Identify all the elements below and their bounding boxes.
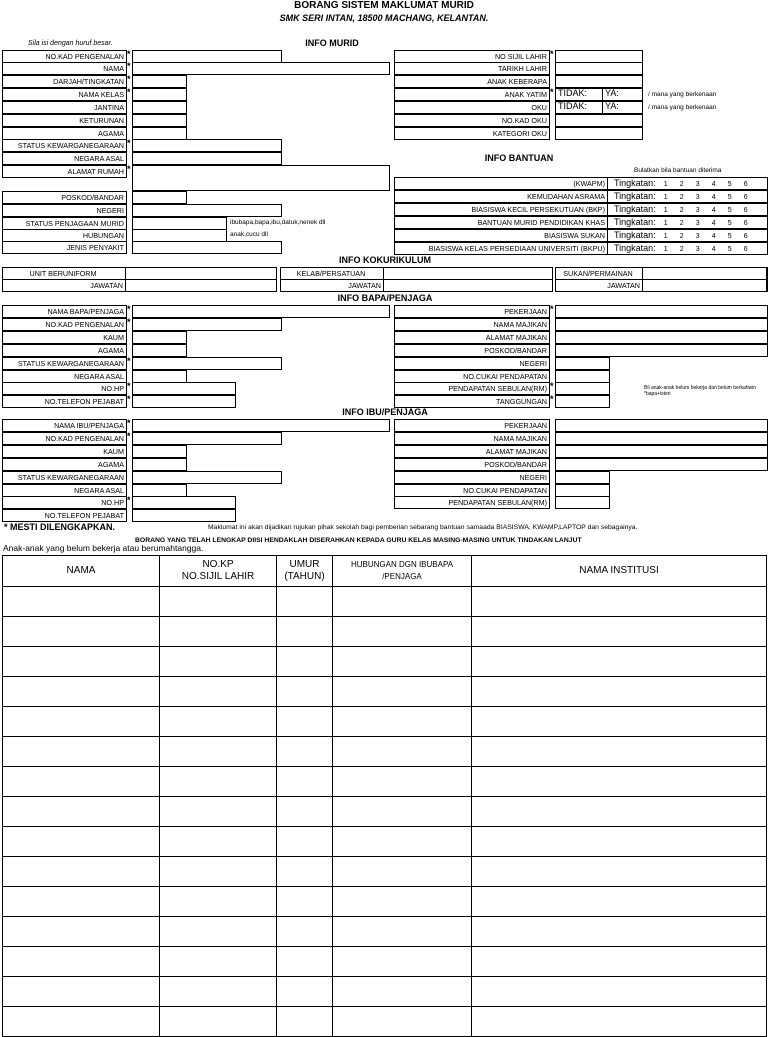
table-cell[interactable] (160, 857, 277, 887)
bapa-1-required-mark: * (127, 317, 131, 327)
table-row (3, 797, 767, 827)
ibu-r-6-label: PENDAPATAN SEBULAN(RM) (394, 496, 550, 509)
tingkatan-choices (614, 204, 754, 214)
section-info-bantuan: INFO BANTUAN (484, 153, 554, 163)
bapa-r-6-required-mark: * (550, 381, 554, 391)
bapa-r-0-required-mark: * (550, 304, 554, 314)
table-cell[interactable] (277, 677, 333, 707)
table-row (3, 887, 767, 917)
ibu-7-field[interactable] (132, 509, 236, 522)
table-cell[interactable] (333, 707, 472, 737)
yatim-choice (555, 88, 643, 101)
bapa-1-label: NO.KAD PENGENALAN (2, 318, 127, 331)
table-cell[interactable] (3, 857, 160, 887)
tingkatan-level-3[interactable]: 3 (695, 207, 700, 214)
tingkatan-label: Tingkatan: (614, 230, 656, 240)
murid-11-label: NEGERI (2, 204, 127, 217)
tingkatan-level-3[interactable]: 3 (695, 233, 700, 240)
table-row (3, 767, 767, 797)
tingkatan-level-4[interactable]: 4 (711, 194, 716, 201)
table-cell[interactable] (160, 947, 277, 977)
ibu-6-label: NO.HP (2, 496, 127, 509)
table-cell[interactable] (160, 977, 277, 1007)
tingkatan-level-4[interactable]: 4 (711, 181, 716, 188)
bapa-3-label: AGAMA (2, 344, 127, 357)
table-cell[interactable] (160, 587, 277, 617)
table-cell[interactable] (333, 737, 472, 767)
tingkatan-level-3[interactable]: 3 (695, 220, 700, 227)
murid-r-0-required-mark: * (550, 49, 554, 59)
murid-13-label: HUBUNGAN (2, 229, 127, 242)
murid-r-0-label: NO SIJIL LAHIR (394, 50, 550, 63)
murid-0-required-mark: * (127, 49, 131, 59)
oku-choice (555, 101, 643, 114)
table-cell[interactable] (3, 947, 160, 977)
table-cell[interactable] (3, 887, 160, 917)
table-row (3, 1007, 767, 1037)
section-info-murid: INFO MURID (305, 38, 359, 48)
ibu-4-field[interactable] (132, 471, 282, 484)
table-cell[interactable] (277, 587, 333, 617)
col-umur: UMUR (TAHUN) (277, 556, 333, 587)
table-cell[interactable] (333, 587, 472, 617)
table-cell[interactable] (472, 647, 767, 677)
murid-5-field[interactable] (132, 114, 187, 127)
table-cell[interactable] (160, 767, 277, 797)
tingkatan-level-1[interactable]: 1 (663, 233, 668, 240)
table-cell[interactable] (472, 737, 767, 767)
table-row (3, 947, 767, 977)
tingkatan-level-4[interactable]: 4 (711, 207, 716, 214)
table-cell[interactable] (3, 767, 160, 797)
bapa-r-0-label: PEKERJAAN (394, 305, 550, 318)
table-cell[interactable] (472, 587, 767, 617)
table-cell[interactable] (472, 857, 767, 887)
anak-note: Anak-anak yang belum bekerja atau berumahtangga. (3, 543, 204, 553)
ibu-r-2-label: ALAMAT MAJIKAN (394, 445, 550, 458)
table-cell[interactable] (277, 617, 333, 647)
tingkatan-level-5[interactable]: 5 (727, 220, 732, 227)
murid-8-field[interactable] (132, 152, 282, 165)
murid-4-label: JANTINA (2, 101, 127, 114)
table-row (3, 617, 767, 647)
bapa-r-4-field[interactable] (555, 357, 610, 370)
tingkatan-choices (614, 217, 754, 227)
hubungan-hint: anak,cucu dll (230, 231, 268, 238)
murid-r-5-field[interactable] (555, 114, 643, 127)
tingkatan-label: Tingkatan: (614, 204, 656, 214)
ibu-1-required-mark: * (127, 431, 131, 441)
tingkatan-level-5[interactable]: 5 (727, 233, 732, 240)
tanggungan-note: Bil anak-anak belum bekerja dan belum berkahwin *bapa+isteri (644, 385, 757, 397)
table-cell[interactable] (3, 797, 160, 827)
table-row (3, 587, 767, 617)
bapa-6-field[interactable] (132, 382, 236, 395)
bapa-r-2-field[interactable] (555, 331, 768, 344)
table-cell[interactable] (3, 737, 160, 767)
tingkatan-label: Tingkatan: (614, 178, 656, 188)
murid-2-field[interactable] (132, 75, 187, 88)
bapa-6-required-mark: * (127, 381, 131, 391)
tingkatan-level-6[interactable]: 6 (743, 233, 748, 240)
table-cell[interactable] (277, 827, 333, 857)
murid-3-label: NAMA KELAS (2, 88, 127, 101)
table-cell[interactable] (472, 677, 767, 707)
col-institusi: NAMA INSTITUSI (472, 556, 767, 587)
table-row (3, 677, 767, 707)
ibu-r-4-field[interactable] (555, 471, 610, 484)
table-cell[interactable] (160, 797, 277, 827)
table-cell[interactable] (3, 617, 160, 647)
berkenaan-note: / mana yang berkenaan (648, 91, 717, 98)
table-cell[interactable] (3, 587, 160, 617)
table-cell[interactable] (333, 947, 472, 977)
table-cell[interactable] (333, 1007, 472, 1037)
tingkatan-level-5[interactable]: 5 (727, 181, 732, 188)
bapa-r-2-label: ALAMAT MAJIKAN (394, 331, 550, 344)
koku-label-0-0: UNIT BERUNIFORM (2, 267, 126, 280)
murid-r-3-required-mark: * (550, 87, 554, 97)
bantuan-item-3: BANTUAN MURID PENDIDIKAN KHAS (394, 216, 608, 229)
bapa-0-field[interactable] (132, 305, 390, 318)
murid-1-field[interactable] (132, 62, 390, 75)
table-row (3, 977, 767, 1007)
murid-r-6-field[interactable] (555, 127, 643, 140)
table-cell[interactable] (277, 797, 333, 827)
tingkatan-level-5[interactable]: 5 (727, 194, 732, 201)
bapa-2-label: KAUM (2, 331, 127, 344)
tingkatan-level-1[interactable]: 1 (663, 181, 668, 188)
ibu-r-2-field[interactable] (555, 445, 768, 458)
form-title: BORANG SISTEM MAKLUMAT MURID (294, 0, 474, 11)
koku-label-1-1: JAWATAN (280, 279, 384, 292)
bapa-4-required-mark: * (127, 356, 131, 366)
tingkatan-level-4[interactable]: 4 (711, 233, 716, 240)
choice-divider (602, 101, 603, 114)
koku-field-end[interactable] (642, 279, 768, 292)
table-cell[interactable] (472, 797, 767, 827)
table-row (3, 647, 767, 677)
bapa-r-1-field[interactable] (555, 318, 768, 331)
berkenaan-note: / mana yang berkenaan (648, 104, 717, 111)
table-cell[interactable] (333, 857, 472, 887)
ya-option[interactable]: YA: (605, 101, 619, 111)
table-cell[interactable] (160, 617, 277, 647)
murid-2-required-mark: * (127, 74, 131, 84)
table-cell[interactable] (472, 977, 767, 1007)
koku-label-0-2: SUKAN/PERMAINAN (555, 267, 643, 280)
murid-10-field[interactable] (132, 191, 187, 204)
tidak-option[interactable]: TIDAK: (558, 101, 588, 111)
bantuan-item-5: BIASISWA KELAS PERSEDIAAN UNIVERSITI (BKPU) (394, 242, 608, 255)
murid-r-4-label: OKU (394, 101, 550, 114)
tingkatan-level-3[interactable]: 3 (695, 181, 700, 188)
murid-9-label: ALAMAT RUMAH (2, 165, 127, 178)
bapa-r-0-field[interactable] (555, 305, 768, 318)
koku-field-1-0[interactable] (125, 279, 277, 292)
koku-label-1-0: JAWATAN (2, 279, 126, 292)
ya-option[interactable]: YA: (605, 88, 619, 98)
ibu-r-3-field[interactable] (555, 458, 768, 471)
bapa-3-field[interactable] (132, 344, 187, 357)
ibu-3-label: AGAMA (2, 458, 127, 471)
tingkatan-level-4[interactable]: 4 (711, 246, 716, 253)
bapa-r-4-label: NEGERI (394, 357, 550, 370)
murid-3-required-mark: * (127, 87, 131, 97)
table-cell[interactable] (3, 977, 160, 1007)
bapa-r-7-label: TANGGUNGAN (394, 395, 550, 408)
tingkatan-level-5[interactable]: 5 (727, 207, 732, 214)
table-cell[interactable] (333, 827, 472, 857)
table-cell[interactable] (277, 917, 333, 947)
tingkatan-level-6[interactable]: 6 (743, 246, 748, 253)
table-cell[interactable] (472, 887, 767, 917)
table-cell[interactable] (3, 917, 160, 947)
table-cell[interactable] (472, 917, 767, 947)
table-cell[interactable] (277, 857, 333, 887)
table-cell[interactable] (3, 707, 160, 737)
tingkatan-level-2[interactable]: 2 (679, 220, 684, 227)
murid-r-1-field[interactable] (555, 62, 643, 75)
bapa-4-label: STATUS KEWARGANEGARAAN (2, 357, 127, 370)
murid-r-1-label: TARIKH LAHIR (394, 62, 550, 75)
ibu-2-field[interactable] (132, 445, 187, 458)
tingkatan-level-5[interactable]: 5 (727, 246, 732, 253)
bapa-r-7-required-mark: * (550, 394, 554, 404)
table-cell[interactable] (3, 647, 160, 677)
ibu-r-1-label: NAMA MAJIKAN (394, 432, 550, 445)
table-cell[interactable] (333, 887, 472, 917)
mesti-note: * MESTI DILENGKAPKAN. (4, 522, 116, 532)
table-cell[interactable] (160, 737, 277, 767)
table-cell[interactable] (472, 767, 767, 797)
bapa-2-field[interactable] (132, 331, 187, 344)
table-row (3, 917, 767, 947)
tingkatan-choices (614, 243, 754, 253)
table-row (3, 707, 767, 737)
table-cell[interactable] (160, 887, 277, 917)
bantuan-item-0: (KWAPM) (394, 177, 608, 190)
col-nokp: NO.KP NO.SIJIL LAHIR (160, 556, 277, 587)
table-cell[interactable] (472, 1007, 767, 1037)
table-cell[interactable] (472, 617, 767, 647)
tingkatan-label: Tingkatan: (614, 191, 656, 201)
ibu-0-required-mark: * (127, 418, 131, 428)
murid-9-required-mark: * (127, 164, 131, 174)
table-cell[interactable] (472, 947, 767, 977)
tingkatan-level-1[interactable]: 1 (663, 246, 668, 253)
table-cell[interactable] (160, 827, 277, 857)
ibu-0-field[interactable] (132, 419, 390, 432)
murid-1-required-mark: * (127, 61, 131, 71)
tingkatan-level-6[interactable]: 6 (743, 194, 748, 201)
murid-9-field[interactable] (132, 165, 390, 191)
koku-field-1-1[interactable] (383, 279, 553, 292)
tingkatan-level-2[interactable]: 2 (679, 233, 684, 240)
bapa-7-required-mark: * (127, 394, 131, 404)
murid-5-label: KETURUNAN (2, 114, 127, 127)
table-cell[interactable] (333, 797, 472, 827)
murid-14-field[interactable] (132, 241, 282, 254)
murid-7-field[interactable] (132, 139, 282, 152)
bantuan-item-1: KEMUDAHAN ASRAMA (394, 190, 608, 203)
table-cell[interactable] (160, 707, 277, 737)
ibu-5-label: NEGARA ASAL (2, 484, 127, 497)
bapa-r-7-field[interactable] (555, 395, 610, 408)
murid-2-label: DARJAH/TINGKATAN (2, 75, 127, 88)
bapa-0-required-mark: * (127, 304, 131, 314)
ibu-6-field[interactable] (132, 496, 236, 509)
murid-11-field[interactable] (132, 204, 282, 217)
ibu-r-3-label: POSKOD/BANDAR (394, 458, 550, 471)
table-cell[interactable] (160, 677, 277, 707)
ibu-r-4-label: NEGERI (394, 471, 550, 484)
section-info-bapa: INFO BAPA/PENJAGA (337, 293, 433, 303)
bapa-0-label: NAMA BAPA/PENJAGA (2, 305, 127, 318)
table-cell[interactable] (333, 647, 472, 677)
table-cell[interactable] (277, 647, 333, 677)
murid-3-field[interactable] (132, 88, 187, 101)
bapa-r-1-label: NAMA MAJIKAN (394, 318, 550, 331)
table-cell[interactable] (333, 617, 472, 647)
table-row (3, 857, 767, 887)
bapa-1-field[interactable] (132, 318, 282, 331)
tingkatan-choices (614, 230, 754, 240)
children-table (2, 555, 767, 1037)
col-nama: NAMA (3, 556, 160, 587)
koku-label-1-2: JAWATAN (555, 279, 643, 292)
table-cell[interactable] (277, 977, 333, 1007)
tingkatan-choices (614, 178, 754, 188)
ibu-r-0-field[interactable] (555, 419, 768, 432)
murid-0-label: NO.KAD PENGENALAN (2, 50, 127, 63)
table-cell[interactable] (277, 707, 333, 737)
table-cell[interactable] (472, 707, 767, 737)
koku-label-0-1: KELAB/PERSATUAN (280, 267, 384, 280)
tingkatan-level-1[interactable]: 1 (663, 194, 668, 201)
table-cell[interactable] (160, 917, 277, 947)
murid-r-5-label: NO.KAD OKU (394, 114, 550, 127)
table-cell[interactable] (277, 887, 333, 917)
tingkatan-choices (614, 191, 754, 201)
table-cell[interactable] (277, 737, 333, 767)
tingkatan-level-3[interactable]: 3 (695, 246, 700, 253)
table-row (3, 827, 767, 857)
tingkatan-label: Tingkatan: (614, 217, 656, 227)
table-cell[interactable] (3, 827, 160, 857)
bapa-7-label: NO.TELEFON PEJABAT (2, 395, 127, 408)
bantuan-item-2: BIASISWA KECIL PERSEKUTUAN (BKP) (394, 203, 608, 216)
table-cell[interactable] (333, 677, 472, 707)
table-cell[interactable] (333, 917, 472, 947)
ibu-1-field[interactable] (132, 432, 282, 445)
murid-4-field[interactable] (132, 101, 187, 114)
ibu-3-field[interactable] (132, 458, 187, 471)
ibu-4-label: STATUS KEWARGANEGARAAN (2, 471, 127, 484)
school-subtitle: SMK SERI INTAN, 18500 MACHANG, KELANTAN. (279, 13, 489, 23)
tingkatan-label: Tingkatan: (614, 243, 656, 253)
penjagaan-hint: ibubapa,bapa,ibu,datuk,nenek dll (230, 219, 326, 226)
choice-divider (602, 88, 603, 101)
bapa-7-field[interactable] (132, 395, 236, 408)
ibu-r-0-label: PEKERJAAN (394, 419, 550, 432)
tingkatan-level-2[interactable]: 2 (679, 181, 684, 188)
table-cell[interactable] (3, 1007, 160, 1037)
bapa-r-6-field[interactable] (555, 382, 610, 395)
bapa-5-label: NEGARA ASAL (2, 370, 127, 383)
table-cell[interactable] (333, 767, 472, 797)
table-cell[interactable] (277, 1007, 333, 1037)
murid-r-6-label: KATEGORI OKU (394, 127, 550, 140)
murid-8-label: NEGARA ASAL (2, 152, 127, 165)
bantuan-note: Bulatkan bila bantuan diterima (634, 167, 722, 174)
section-info-kokurikulum: INFO KOKURIKULUM (339, 255, 431, 265)
borang-note: BORANG YANG TELAH LENGKAP DIISI HENDAKLAH DISERAHKAN KEPADA GURU KELAS MASING-MASING UNTUK TINDAKAN LANJUT (135, 537, 582, 544)
tingkatan-level-3[interactable]: 3 (695, 194, 700, 201)
tingkatan-level-1[interactable]: 1 (663, 220, 668, 227)
bapa-r-5-label: NO.CUKAI PENDAPATAN (394, 370, 550, 383)
tingkatan-level-2[interactable]: 2 (679, 194, 684, 201)
ibu-r-1-field[interactable] (555, 432, 768, 445)
bapa-r-3-field[interactable] (555, 344, 768, 357)
tingkatan-level-2[interactable]: 2 (679, 207, 684, 214)
table-cell[interactable] (277, 947, 333, 977)
section-info-ibu: INFO IBU/PENJAGA (342, 407, 428, 417)
murid-r-3-label: ANAK YATIM (394, 88, 550, 101)
murid-r-2-field[interactable] (555, 75, 643, 88)
caps-hint: Sila isi dengan huruf besar. (28, 40, 113, 47)
table-cell[interactable] (277, 767, 333, 797)
tingkatan-level-6[interactable]: 6 (743, 181, 748, 188)
tingkatan-level-6[interactable]: 6 (743, 220, 748, 227)
murid-7-required-mark: * (127, 138, 131, 148)
ibu-2-label: KAUM (2, 445, 127, 458)
table-row (3, 737, 767, 767)
murid-10-label: POSKOD/BANDAR (2, 191, 127, 204)
tingkatan-level-4[interactable]: 4 (711, 220, 716, 227)
maklumat-note: Maklumat ini akan dijadikan rujukan pihak sekolah bagi pemberian sebarang bantuan samaada BIASISWA, KWAMP,LAPTOP dan sebagainya. (208, 524, 638, 531)
tidak-option[interactable]: TIDAK: (558, 88, 588, 98)
bapa-r-6-label: PENDAPATAN SEBULAN(RM) (394, 382, 550, 395)
ibu-r-6-field[interactable] (555, 496, 610, 509)
ibu-6-required-mark: * (127, 495, 131, 505)
murid-1-label: NAMA (2, 62, 127, 75)
murid-12-label: STATUS PENJAGAAN MURID (2, 217, 127, 230)
tingkatan-level-6[interactable]: 6 (743, 207, 748, 214)
murid-7-label: STATUS KEWARGANEGARAAN (2, 139, 127, 152)
bapa-6-label: NO.HP (2, 382, 127, 395)
table-cell[interactable] (472, 827, 767, 857)
tingkatan-level-1[interactable]: 1 (663, 207, 668, 214)
murid-6-label: AGAMA (2, 127, 127, 140)
ibu-7-label: NO.TELEFON PEJABAT (2, 509, 127, 522)
bantuan-item-4: BIASISWA SUKAN (394, 229, 608, 242)
murid-r-2-label: ANAK KEBERAPA (394, 75, 550, 88)
murid-14-label: JENIS PENYAKIT (2, 241, 127, 254)
table-cell[interactable] (160, 1007, 277, 1037)
table-cell[interactable] (160, 647, 277, 677)
table-cell[interactable] (333, 977, 472, 1007)
ibu-r-5-label: NO.CUKAI PENDAPATAN (394, 484, 550, 497)
bapa-4-field[interactable] (132, 357, 282, 370)
table-cell[interactable] (3, 677, 160, 707)
ibu-0-label: NAMA IBU/PENJAGA (2, 419, 127, 432)
ibu-1-label: NO.KAD PENGENALAN (2, 432, 127, 445)
bapa-r-3-label: POSKOD/BANDAR (394, 344, 550, 357)
col-hubungan: HUBUNGAN DGN IBUBAPA /PENJAGA (333, 556, 472, 587)
tingkatan-level-2[interactable]: 2 (679, 246, 684, 253)
